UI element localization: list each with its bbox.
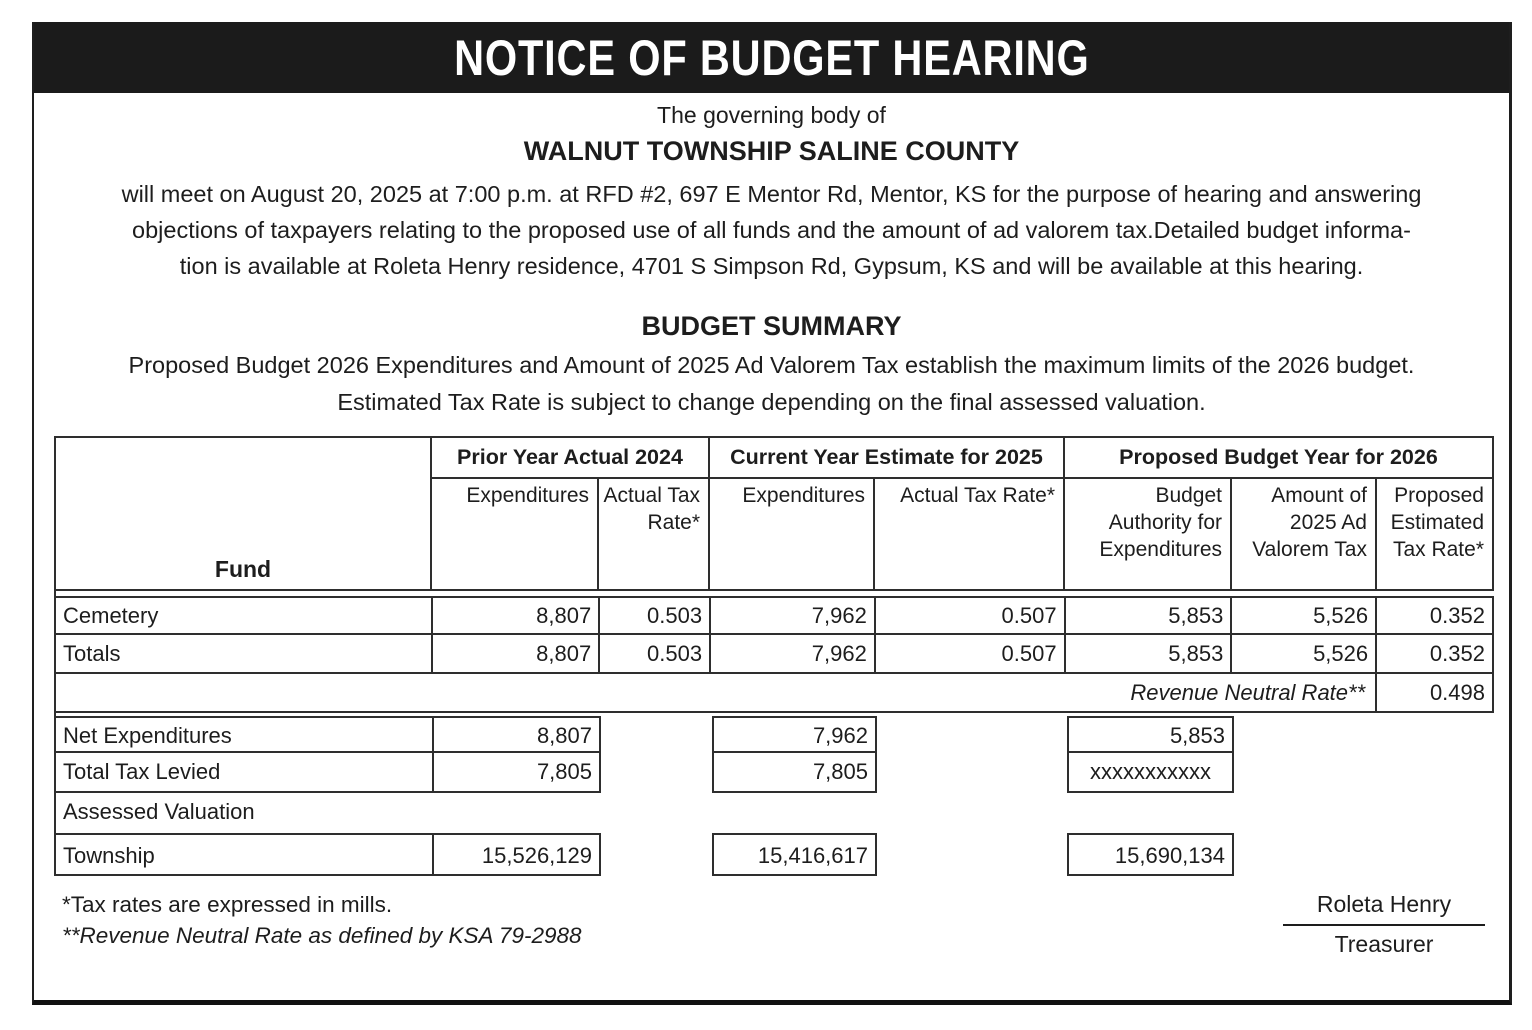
- empty-cell: [601, 753, 712, 793]
- budget-table: [54, 436, 1494, 876]
- total-tax-levied-label: Total Tax Levied: [56, 753, 434, 793]
- col-header-2026-budget-authority: Budget Authority for Expenditures: [1065, 479, 1232, 591]
- signature-block: [1283, 891, 1485, 958]
- cemetery-2026-budget-authority: 5,853: [1066, 598, 1233, 633]
- governing-body-line: The governing body of: [657, 102, 886, 128]
- totals-2026-tax-rate: 0.352: [1377, 635, 1494, 672]
- total-tax-levied-2025: 7,805: [712, 753, 877, 793]
- table-row-revenue-neutral: [56, 674, 1494, 713]
- empty-cell: [601, 716, 712, 753]
- col-header-2025-expenditures: Expenditures: [710, 479, 875, 591]
- totals-2024-expenditures: 8,807: [433, 635, 600, 672]
- budget-summary-title: BUDGET SUMMARY: [641, 311, 902, 341]
- net-expenditures-2025: 7,962: [712, 716, 877, 753]
- empty-cell: [877, 753, 1067, 793]
- meeting-line-2: objections of taxpayers relating to the proposed use of all funds and the amount of ad valorem tax.Detailed budget informa-: [132, 217, 1411, 243]
- table-header: [56, 436, 1494, 591]
- cemetery-2024-expenditures: 8,807: [433, 598, 600, 633]
- table-header-right: [432, 438, 1494, 589]
- cemetery-2026-tax-rate: 0.352: [1377, 598, 1494, 633]
- table-row-total-tax-levied: [56, 753, 1494, 793]
- table-row-cemetery: [56, 596, 1494, 635]
- meeting-line-1: will meet on August 20, 2025 at 7:00 p.m. at RFD #2, 697 E Mentor Rd, Mentor, KS for the purpose of hearing and answering: [121, 181, 1422, 207]
- net-expenditures-label: Net Expenditures: [56, 716, 434, 753]
- budget-hearing-notice: [32, 22, 1512, 1005]
- table-row-assessed-valuation: [56, 793, 1494, 833]
- total-tax-levied-2024: 7,805: [434, 753, 601, 793]
- group-header-prior-year: Prior Year Actual 2024: [432, 438, 710, 479]
- budget-summary-paragraph: [34, 347, 1509, 421]
- footnote-revenue-neutral: **Revenue Neutral Rate as defined by KSA 79-2988: [62, 923, 582, 948]
- summary-line-1: Proposed Budget 2026 Expenditures and Amount of 2025 Ad Valorem Tax establish the maximum limits of the 2026 budget.: [128, 352, 1415, 378]
- revenue-neutral-value: 0.498: [1377, 674, 1494, 711]
- total-tax-levied-2026: xxxxxxxxxxx: [1067, 753, 1234, 793]
- fund-column-header: Fund: [56, 438, 432, 589]
- empty-cell: [877, 833, 1067, 876]
- footnotes: [62, 889, 582, 958]
- table-row-township: [56, 833, 1494, 876]
- notice-title: NOTICE OF BUDGET HEARING: [453, 29, 1090, 86]
- entity-name: WALNUT TOWNSHIP SALINE COUNTY: [523, 136, 1020, 166]
- group-header-proposed-year: Proposed Budget Year for 2026: [1065, 438, 1494, 479]
- meeting-line-3: tion is available at Roleta Henry residence, 4701 S Simpson Rd, Gypsum, KS and will be available at this hearing.: [179, 253, 1364, 279]
- empty-cell: [601, 833, 712, 876]
- township-2025-valuation: 15,416,617: [712, 833, 877, 876]
- col-header-2026-ad-valorem-tax: Amount of 2025 Ad Valorem Tax: [1232, 479, 1377, 591]
- net-expenditures-2026: 5,853: [1067, 716, 1234, 753]
- township-2024-valuation: 15,526,129: [434, 833, 601, 876]
- revenue-neutral-label: Revenue Neutral Rate**: [56, 674, 1377, 711]
- notice-footer: [62, 889, 1485, 958]
- footnote-tax-rates: *Tax rates are expressed in mills.: [62, 892, 393, 917]
- totals-2026-budget-authority: 5,853: [1066, 635, 1233, 672]
- col-header-2024-expenditures: Expenditures: [432, 479, 599, 591]
- cemetery-2026-ad-valorem: 5,526: [1232, 598, 1377, 633]
- summary-line-2: Estimated Tax Rate is subject to change depending on the final assessed valuation.: [337, 389, 1206, 415]
- township-label: Township: [56, 833, 434, 876]
- col-header-2025-actual-tax-rate: Actual Tax Rate*: [875, 479, 1065, 591]
- col-header-2026-estimated-tax-rate: Proposed Estimated Tax Rate*: [1377, 479, 1494, 591]
- signature-title: Treasurer: [1334, 931, 1434, 957]
- fund-name: Cemetery: [56, 598, 433, 633]
- table-row-net-expenditures: [56, 716, 1494, 753]
- meeting-paragraph: [34, 176, 1509, 284]
- totals-2024-tax-rate: 0.503: [600, 635, 711, 672]
- township-2026-valuation: 15,690,134: [1067, 833, 1234, 876]
- totals-2026-ad-valorem: 5,526: [1232, 635, 1377, 672]
- cemetery-2025-expenditures: 7,962: [711, 598, 876, 633]
- empty-cell: [877, 716, 1067, 753]
- cemetery-2024-tax-rate: 0.503: [600, 598, 711, 633]
- assessed-valuation-label: Assessed Valuation: [63, 799, 255, 824]
- totals-2025-tax-rate: 0.507: [876, 635, 1066, 672]
- table-row-totals: [56, 635, 1494, 674]
- cemetery-2025-tax-rate: 0.507: [876, 598, 1066, 633]
- title-bar: [34, 22, 1509, 93]
- group-header-current-year: Current Year Estimate for 2025: [710, 438, 1065, 479]
- totals-2025-expenditures: 7,962: [711, 635, 876, 672]
- net-expenditures-2024: 8,807: [434, 716, 601, 753]
- signature-name: Roleta Henry: [1283, 891, 1485, 926]
- fund-name: Totals: [56, 635, 433, 672]
- col-header-2024-actual-tax-rate: Actual Tax Rate*: [599, 479, 710, 591]
